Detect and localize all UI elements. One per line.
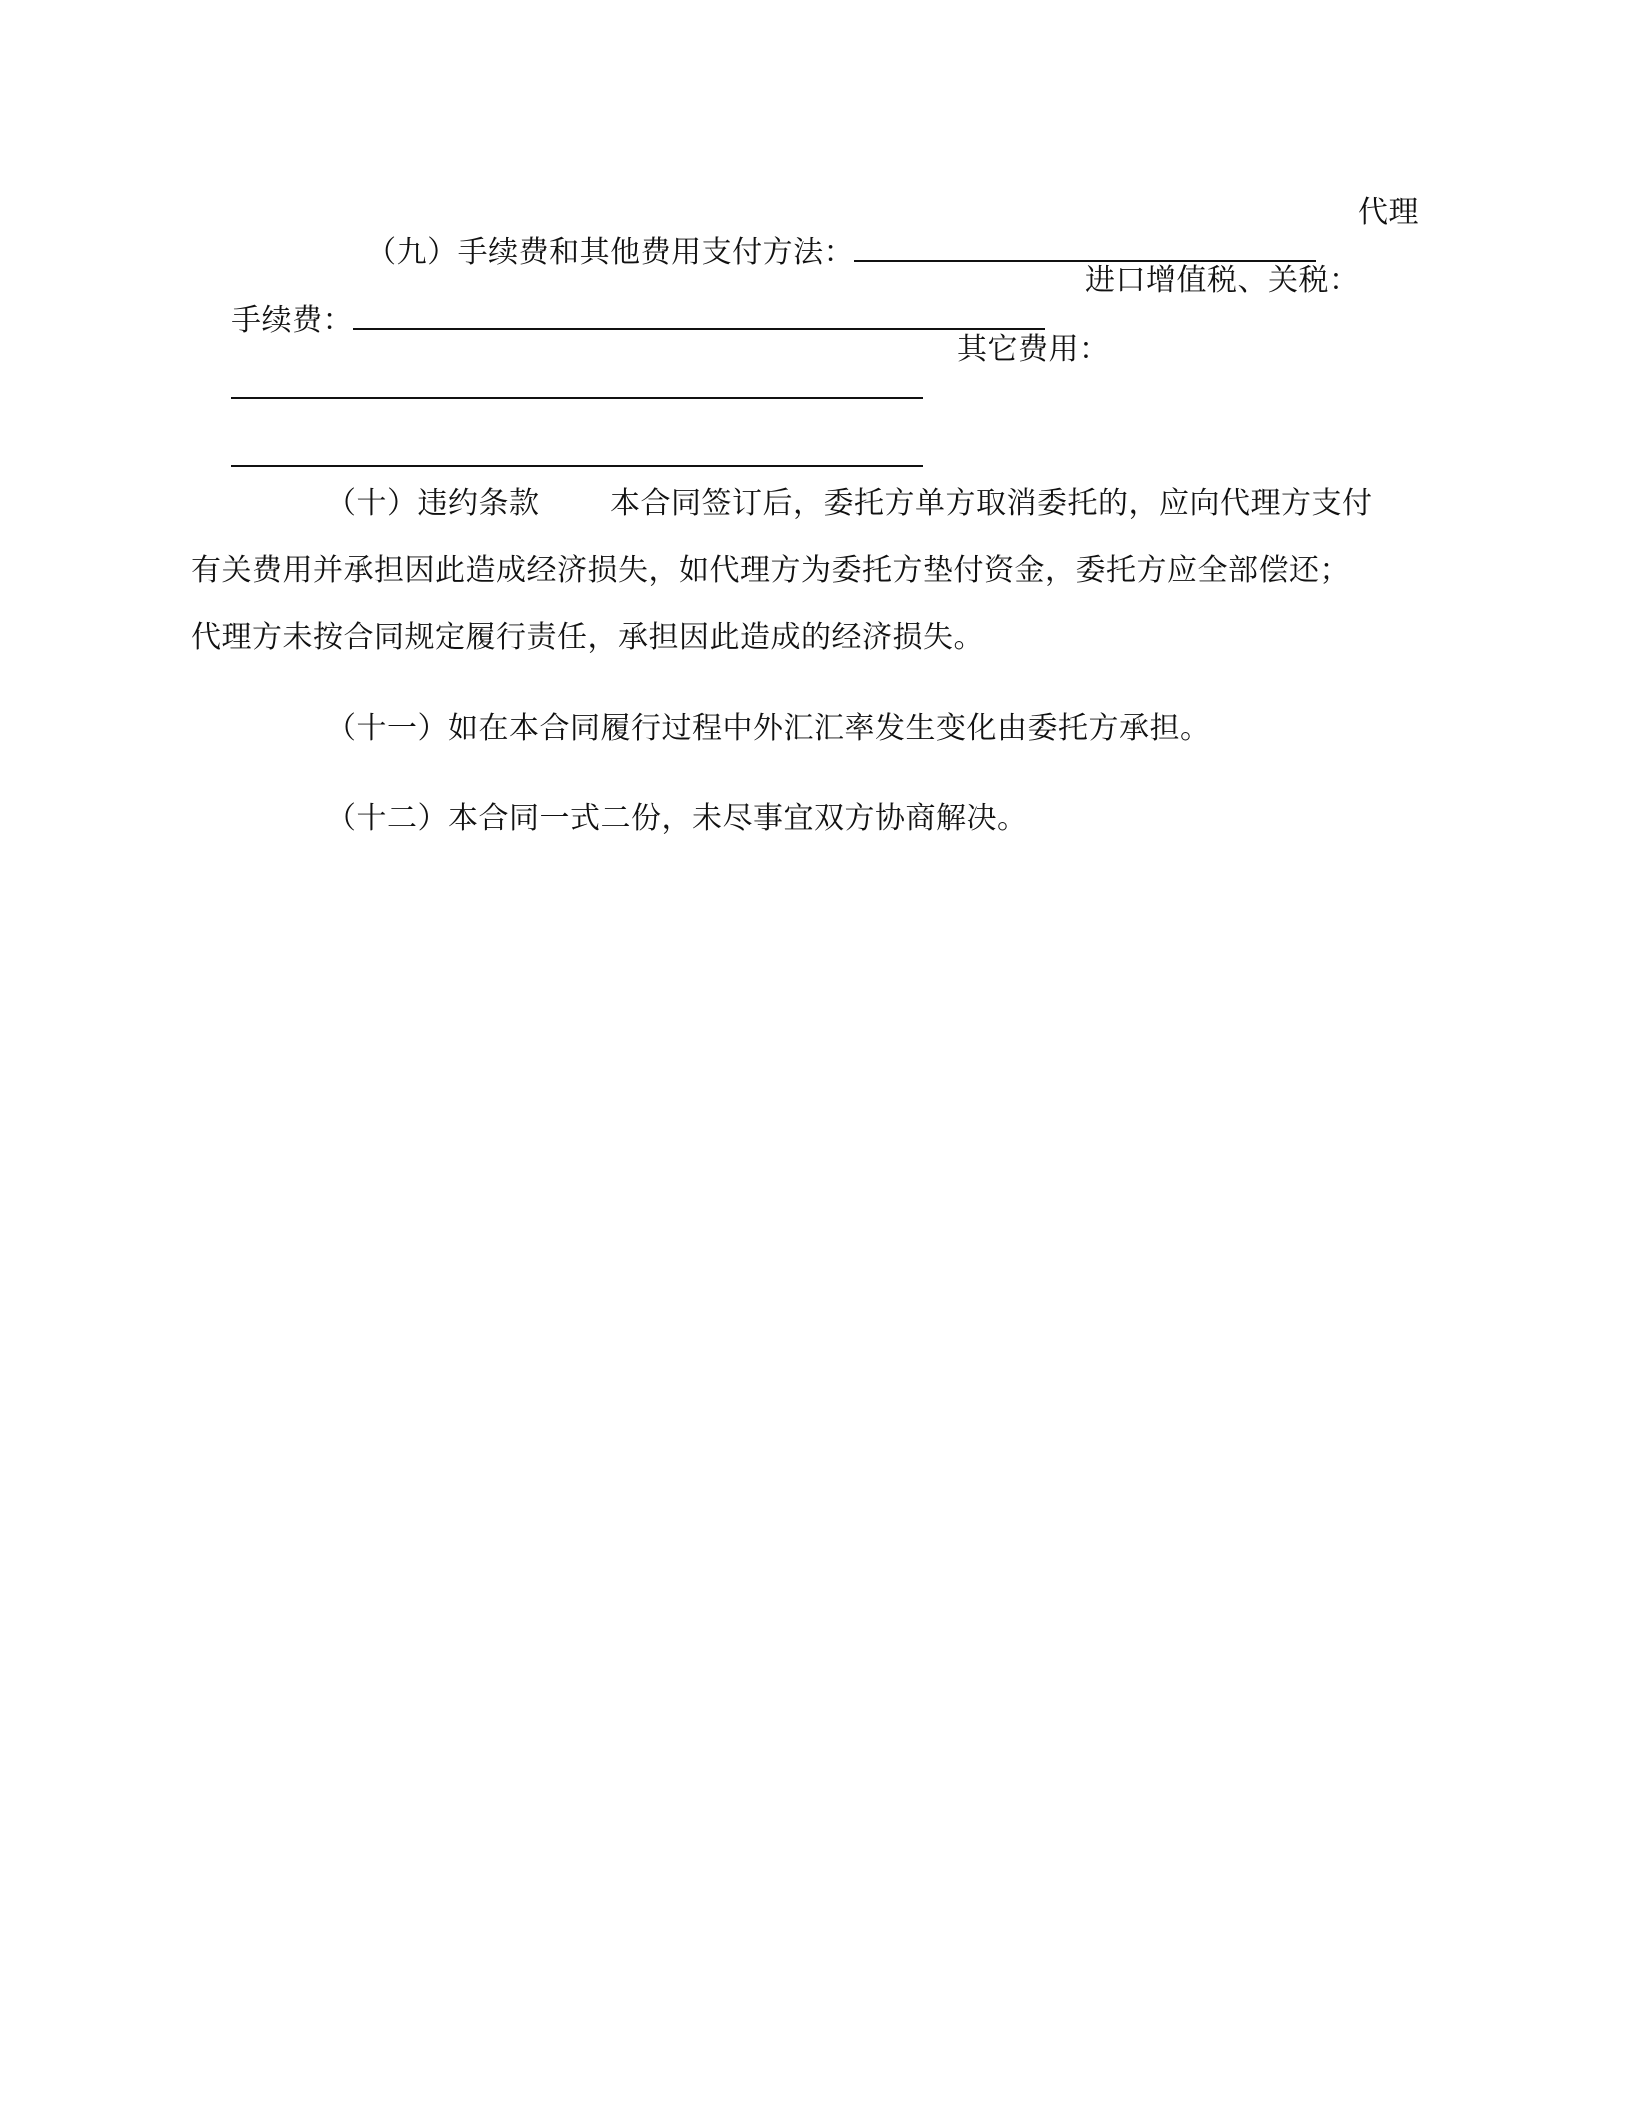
payment-method-blank [854,234,1316,262]
other-fees-blank [231,439,923,467]
vat-tariff-blank [231,371,923,399]
agency-fee-blank [353,302,1045,330]
agency-fee-label-part1: 代理 [1358,195,1419,230]
clause-10-line-3: 代理方未按合同规定履行责任，承担因此造成的经济损失。 [191,620,984,655]
clause-11-text: （十一）如在本合同履行过程中外汇汇率发生变化由委托方承担。 [326,711,1211,746]
clause-10-line-2: 有关费用并承担因此造成经济损失，如代理方为委托方垫付资金，委托方应全部偿还； [191,553,1350,588]
clause-12-text: （十二）本合同一式二份，未尽事宜双方协商解决。 [326,801,1028,836]
vat-tariff-label: 进口增值税、关税： [1085,263,1360,298]
clause-9-label: （九）手续费和其他费用支付方法： [366,235,855,270]
clause-10-line-1: 本合同签订后，委托方单方取消委托的，应向代理方支付 [610,486,1373,521]
agency-fee-label-part2: 手续费： [231,303,354,338]
other-fees-label: 其它费用： [957,332,1110,367]
clause-10-label: （十）违约条款 [326,486,540,521]
